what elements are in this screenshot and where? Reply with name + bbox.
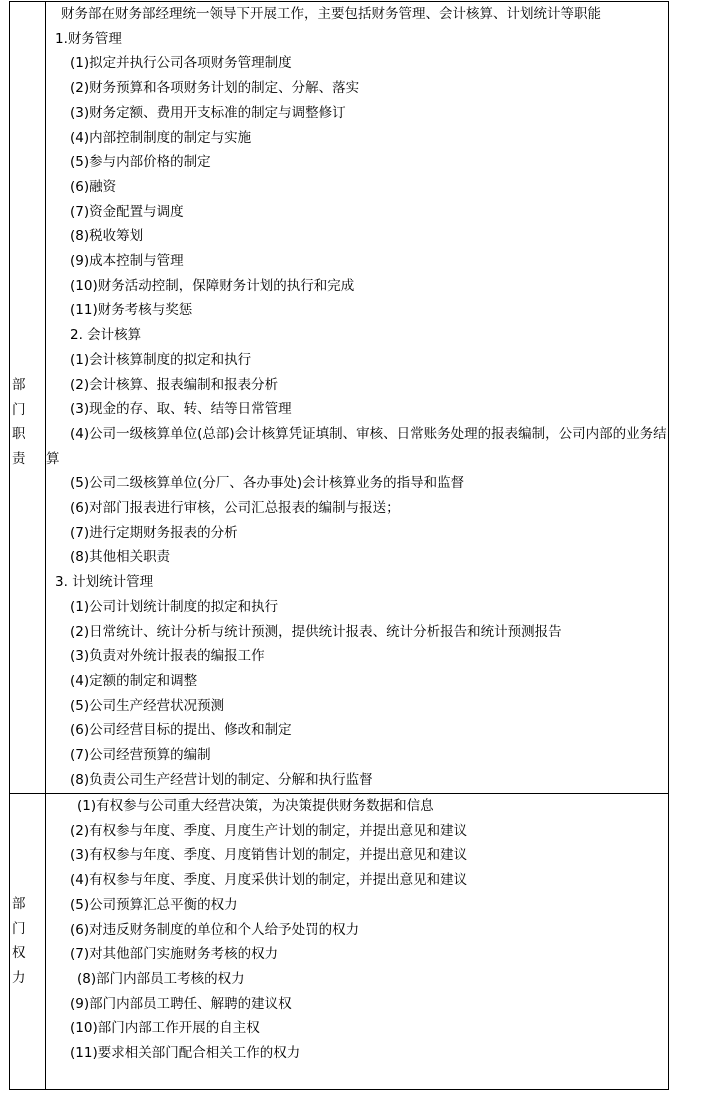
list-item: (1)会计核算制度的拟定和执行 — [70, 351, 252, 368]
section-title: 2. 会计核算 — [70, 327, 142, 344]
list-item: (3)现金的存、取、转、结等日常管理 — [70, 401, 292, 418]
responsibilities-intro: 财务部在财务部经理统一领导下开展工作，主要包括财务管理、会计核算、计划统计等职能 — [61, 6, 601, 22]
authority-content-cell — [46, 794, 669, 1090]
list-item: (7)公司经营预算的编制 — [70, 747, 211, 764]
authority-label-char: 权 — [12, 945, 26, 962]
responsibilities-label-char: 责 — [12, 451, 26, 468]
list-item: (1)公司计划统计制度的拟定和执行 — [70, 598, 279, 615]
list-item: (6)对违反财务制度的单位和个人给予处罚的权力 — [70, 921, 360, 938]
responsibilities-label-char: 门 — [12, 401, 26, 418]
authority-label-cell — [10, 794, 46, 1090]
list-item: (1)有权参与公司重大经营决策，为决策提供财务数据和信息 — [77, 798, 434, 814]
list-item: (4)公司一级核算单位(总部)会计核算凭证填制、审核、日常账务处理的报表编制，公司内部的业务结算 — [46, 425, 667, 467]
list-item: (2)财务预算和各项财务计划的制定、分解、落实 — [70, 80, 360, 97]
list-item: (10)部门内部工作开展的自主权 — [70, 1020, 260, 1037]
list-item: (3)有权参与年度、季度、月度销售计划的制定，并提出意见和建议 — [70, 847, 468, 864]
list-item: (4)定额的制定和调整 — [70, 672, 198, 689]
list-item: (2)有权参与年度、季度、月度生产计划的制定，并提出意见和建议 — [70, 822, 468, 839]
responsibilities-label-char: 职 — [12, 426, 26, 443]
section-title: 1.财务管理 — [55, 30, 122, 47]
section-title: 3. 计划统计管理 — [55, 574, 154, 591]
list-item: (4)内部控制制度的制定与实施 — [70, 129, 252, 146]
list-item: (8)部门内部员工考核的权力 — [77, 970, 245, 987]
list-item: (8)负责公司生产经营计划的制定、分解和执行监督 — [70, 771, 373, 788]
list-item: (8)税收筹划 — [70, 228, 144, 245]
responsibilities-content-cell — [46, 2, 669, 794]
list-item: (8)其他相关职责 — [70, 549, 171, 566]
list-item: (1)拟定并执行公司各项财务管理制度 — [70, 55, 292, 72]
list-item: (6)对部门报表进行审核，公司汇总报表的编制与报送； — [70, 500, 400, 517]
authority-row — [10, 794, 669, 1090]
list-item: (7)资金配置与调度 — [70, 203, 184, 220]
responsibilities-label-char: 部 — [12, 377, 26, 393]
authority-label-char: 门 — [12, 920, 26, 937]
list-item: (10)财务活动控制，保障财务计划的执行和完成 — [70, 277, 355, 294]
list-item: (3)财务定额、费用开支标准的制定与调整修订 — [70, 104, 346, 121]
list-item: (2)日常统计、统计分析与统计预测，提供统计报表、统计分析报告和统计预测报告 — [70, 623, 562, 640]
list-item: (11)要求相关部门配合相关工作的权力 — [70, 1045, 301, 1062]
list-item: (7)对其他部门实施财务考核的权力 — [70, 946, 279, 963]
list-item: (11)财务考核与奖惩 — [70, 302, 193, 319]
list-item: (4)有权参与年度、季度、月度采供计划的制定，并提出意见和建议 — [70, 872, 468, 889]
responsibilities-label-cell — [10, 2, 46, 794]
list-item: (5)参与内部价格的制定 — [70, 154, 211, 171]
list-item: (5)公司二级核算单位(分厂、各办事处)会计核算业务的指导和监督 — [70, 475, 465, 492]
list-item: (7)进行定期财务报表的分析 — [70, 524, 238, 541]
list-item: (3)负责对外统计报表的编报工作 — [70, 648, 265, 665]
responsibilities-row — [10, 2, 669, 794]
list-item: (9)部门内部员工聘任、解聘的建议权 — [70, 995, 292, 1012]
list-item: (2)会计核算、报表编制和报表分析 — [70, 376, 279, 393]
list-item: (5)公司生产经营状况预测 — [70, 697, 225, 714]
list-item: (9)成本控制与管理 — [70, 253, 184, 270]
authority-label-char: 部 — [12, 896, 26, 912]
list-item: (5)公司预算汇总平衡的权力 — [70, 896, 238, 913]
authority-label-char: 力 — [12, 970, 26, 987]
list-item: (6)公司经营目标的提出、修改和制定 — [70, 722, 292, 739]
department-table — [9, 1, 669, 1090]
list-item: (6)融资 — [70, 178, 117, 195]
